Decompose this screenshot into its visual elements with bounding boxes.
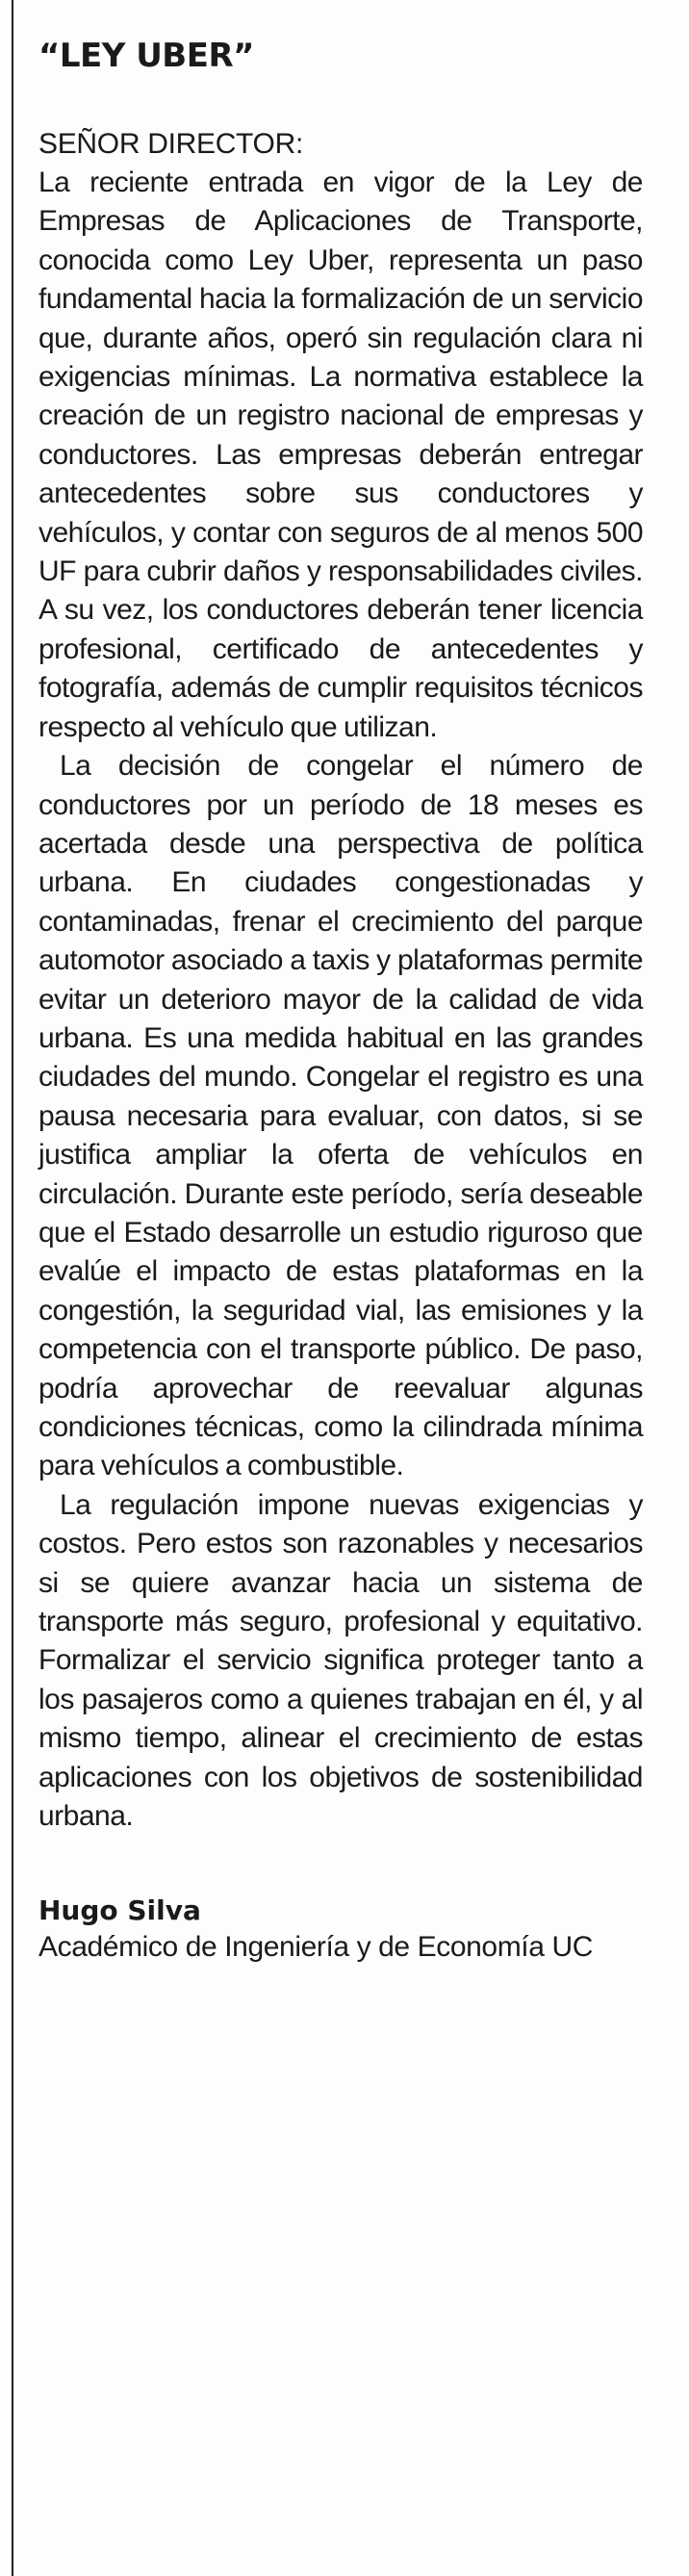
letter-headline: “LEY UBER” [38, 37, 254, 75]
author-affiliation: Académico de Ingeniería y de Economía UC [38, 1931, 593, 1964]
letter-paragraph-3: La regulación impone nuevas exigencias y costos. Pero estos son razonables y necesarios si se quiere avanzar hacia un sistema de transporte más seguro, profesional y equitativo. Formalizar el servicio significa proteger tanto a los pasajeros como a quienes trabajan en él, y al mismo tiempo, alinear el crecimiento de estas aplicaciones con los objetivos de sostenibilidad urbana. [38, 1488, 643, 1833]
letter-signature [38, 1893, 643, 1967]
author-name: Hugo Silva [38, 1894, 201, 1927]
letter-column [38, 37, 643, 1967]
letter-paragraph-2: La decisión de congelar el número de conductores por un período de 18 meses es acertada desde una perspectiva de política urbana. En ciudades congestionadas y contaminadas, frenar el crecimiento del parque automotor asociado a taxis y plataformas permite evitar un deterioro mayor de la calidad de vida urbana. Es una medida habitual en las grandes ciudades del mundo. Congelar el registro es una pausa necesaria para evaluar, con datos, si se justifica ampliar la oferta de vehículos en circulación. Durante este período, sería deseable que el Estado desarrolle un estudio riguroso que evalúe el impacto de estas plataformas en la congestión, la seguridad vial, las emisiones y la competencia con el transporte público. De paso, podría aprovechar de reevaluar algunas condiciones técnicas, como la cilindrada mínima para vehículos a combustible. [38, 750, 643, 1482]
column-rule [12, 0, 13, 2576]
letter-salutation: SEÑOR DIRECTOR: [38, 128, 303, 160]
letter-paragraph-1: La reciente entrada en vigor de la Ley de Empresas de Aplicaciones de Transporte, conocida como Ley Uber, representa un paso fundamental hacia la formalización de un servicio que, durante años, operó sin regulación clara ni exigencias mínimas. La normativa establece la creación de un registro nacional de empresas y conductores. Las empresas deberán entregar antecedentes sobre sus conductores y vehículos, y contar con seguros de al menos 500 UF para cubrir daños y responsabilidades civiles. A su vez, los conductores deberán tener licencia profesional, certificado de antecedentes y fotografía, además de cumplir requisitos técnicos respecto al vehículo que utilizan. [38, 167, 643, 743]
